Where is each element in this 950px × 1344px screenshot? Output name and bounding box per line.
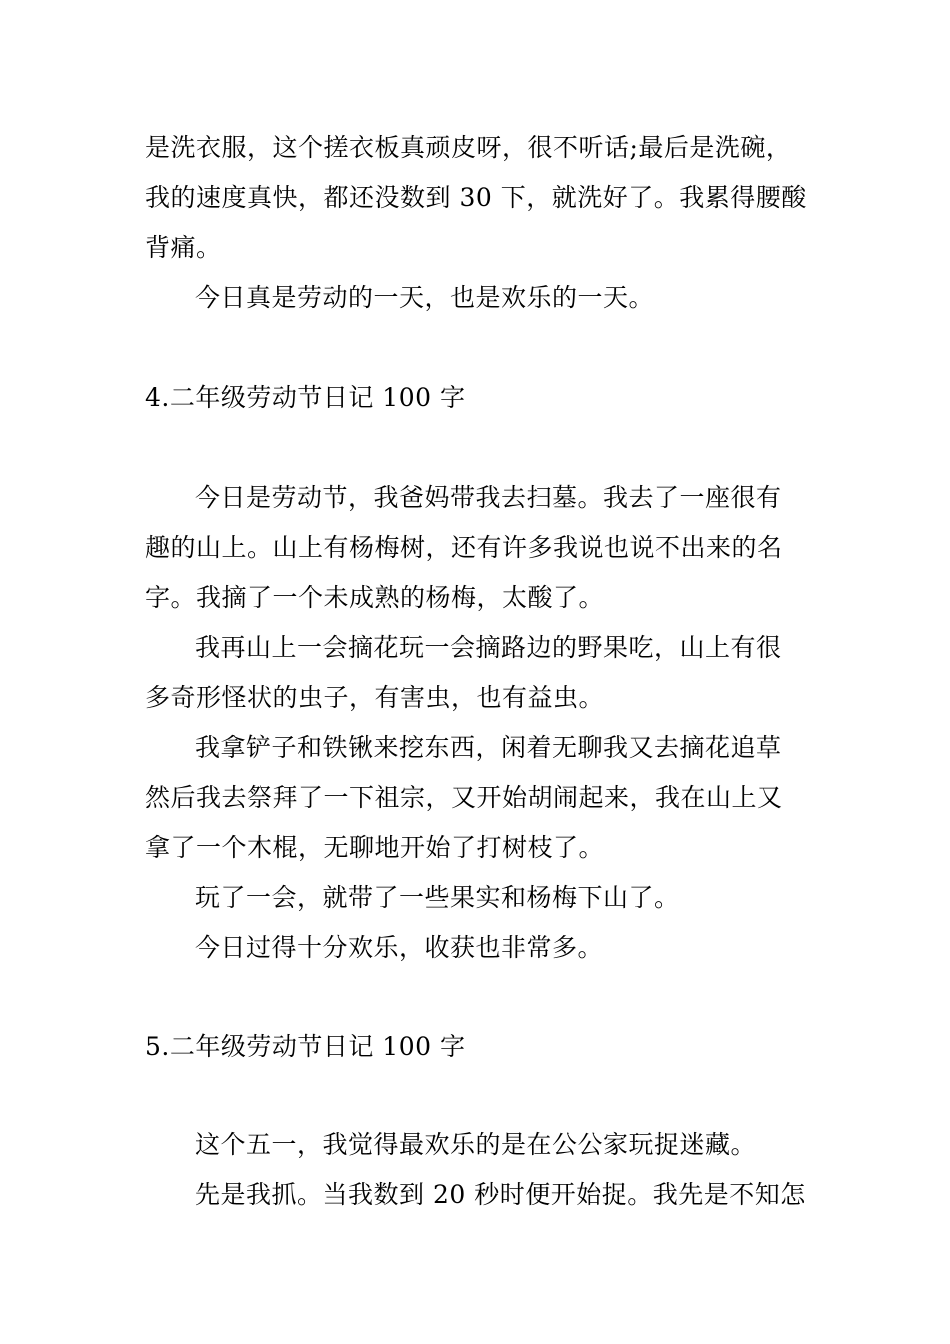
section-heading: 4.二年级劳动节日记 100 字 <box>145 383 466 412</box>
paragraph-line: 然后我去祭拜了一下祖宗，又开始胡闹起来，我在山上又 <box>145 783 783 812</box>
paragraph-line: 先是我抓。当我数到 20 秒时便开始捉。我先是不知怎 <box>195 1180 806 1209</box>
paragraph-line: 今日是劳动节，我爸妈带我去扫墓。我去了一座很有 <box>195 483 782 512</box>
section-heading: 5.二年级劳动节日记 100 字 <box>145 1032 466 1061</box>
paragraph-line: 背痛。 <box>145 233 222 262</box>
paragraph-line: 我拿铲子和铁锹来挖东西，闲着无聊我又去摘花追草 <box>195 733 782 762</box>
paragraph-line: 我的速度真快，都还没数到 30 下，就洗好了。我累得腰酸 <box>145 183 807 212</box>
paragraph-line: 是洗衣服，这个搓衣板真顽皮呀，很不听话;最后是洗碗， <box>145 133 792 162</box>
paragraph-line: 拿了一个木棍，无聊地开始了打树枝了。 <box>145 833 605 862</box>
paragraph-line: 趣的山上。山上有杨梅树，还有许多我说也说不出来的名 <box>145 533 783 562</box>
paragraph-line: 多奇形怪状的虫子，有害虫，也有益虫。 <box>145 683 605 712</box>
paragraph-line: 玩了一会，就带了一些果实和杨梅下山了。 <box>195 883 680 912</box>
paragraph-line: 字。我摘了一个未成熟的杨梅，太酸了。 <box>145 583 605 612</box>
paragraph-line: 今日过得十分欢乐，收获也非常多。 <box>195 933 604 962</box>
paragraph-line: 今日真是劳动的一天，也是欢乐的一天。 <box>195 283 655 312</box>
paragraph-line: 这个五一，我觉得最欢乐的是在公公家玩捉迷藏。 <box>195 1130 757 1159</box>
paragraph-line: 我再山上一会摘花玩一会摘路边的野果吃，山上有很 <box>195 633 782 662</box>
